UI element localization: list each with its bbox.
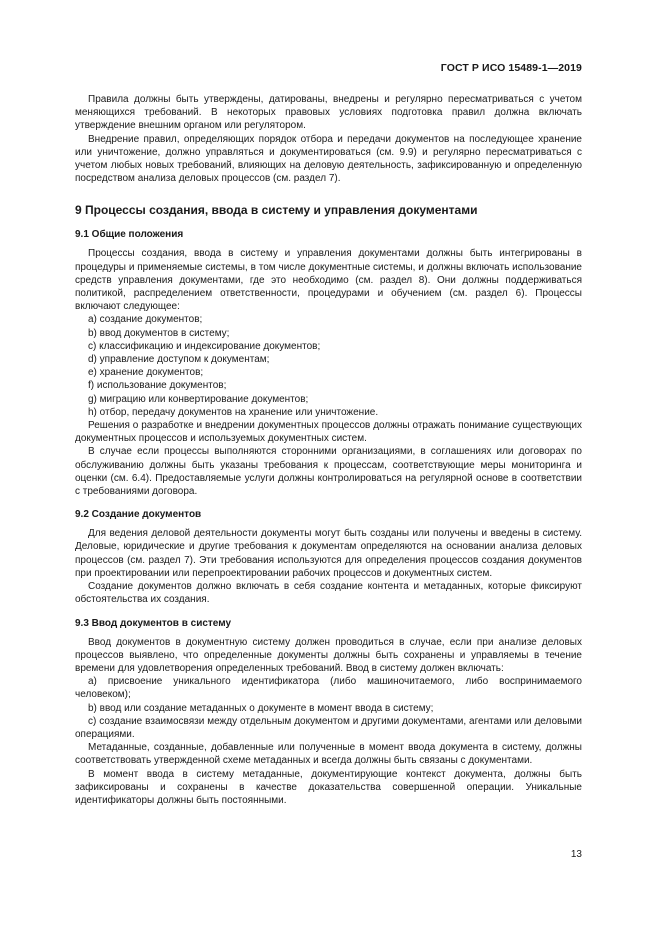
section-9-3-list (75, 675, 582, 741)
document-body (75, 93, 582, 807)
section-9-3-paragraph-2: Метаданные, созданные, добавленные или полученные в момент ввода документа в систему, должны соответствовать утвержденной схеме метаданных и всегда должны быть связаны с документами. (75, 742, 582, 767)
section-9-1-list (75, 313, 582, 419)
section-9-3-paragraph-3: В момент ввода в систему метаданные, документирующие контекст документа, должны быть зафиксированы и сохранены в качестве доказательства совершенной операции. Уникальные идентификаторы должны быть постоянными. (75, 768, 582, 806)
list-item: e) хранение документов; (88, 367, 204, 379)
section-9-title: 9 Процессы создания, ввода в систему и управления документами (75, 203, 478, 218)
list-item: b) ввод или создание метаданных о документе в момент ввода в систему; (88, 702, 434, 714)
list-item: c) классификацию и индексирование документов; (88, 340, 321, 352)
section-9-2-title: 9.2 Создание документов (75, 509, 202, 521)
list-item: f) использование документов; (88, 380, 227, 392)
section-9-1-paragraph-2: Решения о разработке и внедрении документных процессов должны отражать понимание существующих документных процессов и используемых документных систем. (75, 420, 582, 445)
section-9-2-paragraph-1: Для ведения деловой деятельности документы могут быть созданы или получены и введены в систему. Деловые, юридические и другие требования к документам определяются на основании анализа деловых процессов (см. раздел 7). Эти требования используются для определения процессов создания документов при проектировании или перепроектировании рабочих процессов и документных систем. (75, 528, 582, 579)
intro-paragraph-1: Правила должны быть утверждены, датированы, внедрены и регулярно пересматриваться с учетом меняющихся требований. В некоторых правовых условиях подготовка правил должна включать утверждение внешним органом или регулятором. (75, 94, 582, 132)
section-9-3-title: 9.3 Ввод документов в систему (75, 617, 232, 629)
list-item: d) управление доступом к документам; (88, 354, 270, 366)
list-item: g) миграцию или конвертирование документов; (88, 393, 309, 405)
document-header: ГОСТ Р ИСО 15489-1—2019 (440, 62, 582, 74)
section-9-2-paragraph-2: Создание документов должно включать в себя создание контента и метаданных, которые фиксируют обстоятельства их создания. (75, 581, 582, 606)
page-number: 13 (570, 849, 582, 860)
section-9-3-paragraph-1: Ввод документов в документную систему должен проводиться в случае, если при анализе деловых процессов выявлено, что определенные документы должны быть сохранены и управляемы в течение времени для удовлетворения определенных требований. Ввод в систему должен включать: (75, 636, 582, 674)
section-9-1-title: 9.1 Общие положения (75, 229, 184, 241)
list-item: b) ввод документов в систему; (88, 327, 230, 339)
list-item: h) отбор, передачу документов на хранение или уничтожение. (88, 406, 379, 418)
list-item: c) создание взаимосвязи между отдельным документом и другими документами, агентами или деловыми операциями. (75, 715, 582, 740)
intro-paragraph-2: Внедрение правил, определяющих порядок отбора и передачи документов на последующее хранение или уничтожение, должно управляться и документироваться (см. 9.9) и регулярно пересматриваться с учетом любых новых требований, влияющих на деловую деятельность, зафиксированную и определенную посредством анализа деловых процессов (см. раздел 7). (75, 133, 582, 185)
list-item: a) присвоение уникального идентификатора (либо машиночитаемого, либо воспринимаемого человеком); (75, 676, 582, 701)
section-9-1-paragraph-3: В случае если процессы выполняются сторонними организациями, в соглашениях или договорах по обслуживанию должны быть указаны требования к процессам, соответствующие меры мониторинга и оценки (см. 6.4). Предоставляемые услуги должны контролироваться на регулярной основе в соответствии с требованиями договора. (75, 446, 582, 498)
section-9-1-paragraph-1: Процессы создания, ввода в систему и управления документами должны быть интегрированы в процедуры и применяемые системы, в том числе документные системы, и должны включать использование средств управления документами, где это необходимо (см. раздел 8). Они должны поддерживаться политикой, распределением ответственности, процедурами и обучением (см. раздел 6). Процессы включают следующее: (75, 248, 582, 313)
list-item: a) создание документов; (88, 314, 203, 326)
